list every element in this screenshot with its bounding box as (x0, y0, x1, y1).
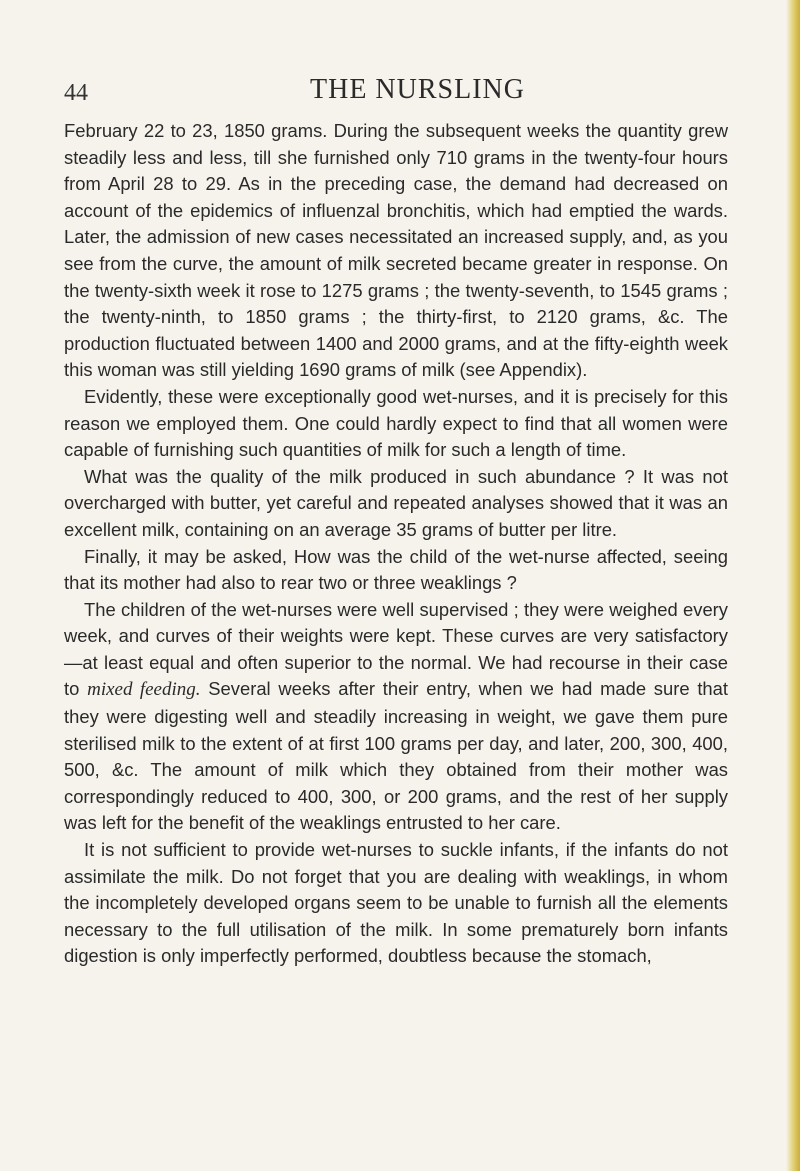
paragraph-5-before: The children of the wet-nurses were well supervised ; they were weighed every week, and curves of their weights were kept. These curves are very satisfactory—at least equal and often superior to the normal. We had recourse in their case to (64, 598, 728, 700)
paragraph-5 (64, 597, 728, 837)
page-number: 44 (64, 80, 88, 106)
paragraph-5-italic: mixed feeding. (87, 679, 201, 701)
paragraph-1: February 22 to 23, 1850 grams. During the subsequent weeks the quantity grew steadily less and less, till she furnished only 710 grams in the twenty-four hours from April 28 to 29. As in the preceding case, the demand had decreased on account of the epidemics of influenzal bronchitis, which had emptied the wards. Later, the admission of new cases necessitated an increased supply, and, as you see from the curve, the amount of milk secreted became greater in response. On the twenty-sixth week it rose to 1275 grams ; the twenty-seventh, to 1545 grams ; the twenty-ninth, to 1850 grams ; the thirty-first, to 2120 grams, &c. The production fluctuated between 1400 and 2000 grams, and at the fifty-eighth week this woman was still yielding 1690 grams of milk (see Appendix). (64, 120, 728, 381)
paragraph-2: Evidently, these were exceptionally good wet-nurses, and it is precisely for this reason we employed them. One could hardly expect to find that all women were capable of furnishing such quantities of milk for such a length of time. (64, 385, 728, 461)
paragraph-4: Finally, it may be asked, How was the child of the wet-nurse affected, seeing that its mother had also to rear two or three weaklings ? (64, 545, 728, 594)
paragraph-5-after: Several weeks after their entry, when we had made sure that they were digesting well and steadily increasing in weight, we gave them pure sterilised milk to the extent of at first 100 grams per day, and later, 200, 300, 400, 500, &c. The amount of milk which they obtained from their mother was correspondingly reduced to 400, 300, or 200 grams, and the rest of her supply was left for the benefit of the weaklings entrusted to her care. (64, 678, 729, 834)
body-text (64, 118, 728, 970)
running-head: THE NURSLING (310, 74, 525, 105)
page-edge-gilt (786, 0, 800, 1171)
paragraph-6: It is not sufficient to provide wet-nurses to suckle infants, if the infants do not assimilate the milk. Do not forget that you are dealing with weaklings, in whom the incompletely developed organs seem to be unable to furnish all the elements necessary to the full utilisation of the milk. In some prematurely born infants digestion is only imperfectly performed, doubtless because the stomach, (64, 839, 728, 967)
page-header (64, 74, 764, 106)
paragraph-3: What was the quality of the milk produced in such abundance ? It was not overcharged with butter, yet careful and repeated analyses showed that it was an excellent milk, containing on an average 35 grams of butter per litre. (64, 465, 728, 540)
